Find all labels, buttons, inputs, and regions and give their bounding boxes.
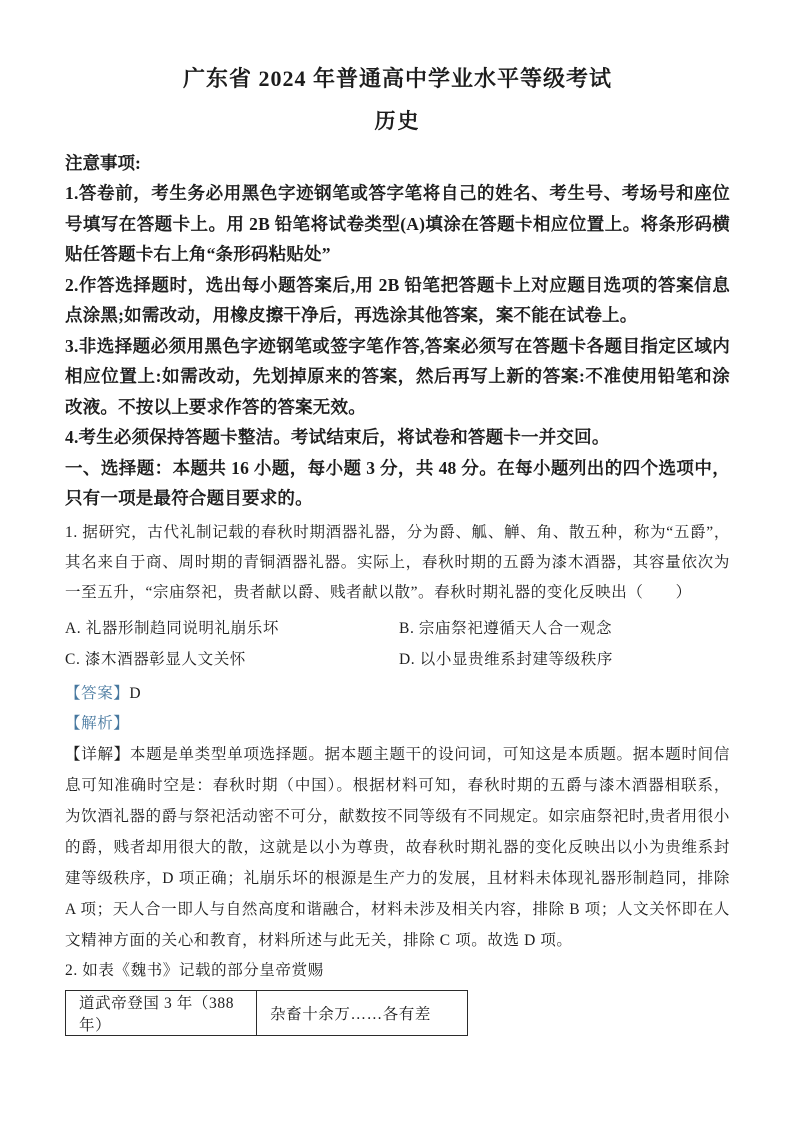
answer-label: 【答案】 (65, 684, 130, 702)
table-cell-era: 道武帝登国 3 年（388 年） (66, 990, 257, 1035)
analysis-label: 【解析】 (65, 714, 130, 732)
notice-item-4: 4.考生必须保持答题卡整洁。考试结束后，将试卷和答题卡一并交回。 (65, 427, 610, 447)
question-1-options (65, 613, 730, 675)
analysis-line (65, 709, 730, 739)
option-b: B. 宗庙祭祀遵循天人合一观念 (399, 619, 613, 637)
question-1-stem: 1. 据研究，古代礼制记载的春秋时期酒器礼器，分为爵、觚、觯、角、散五种，称为“五爵”，其名来自于商、周时期的青铜酒器礼器。实际上，春秋时期的五爵为漆木酒器，其容量依次为一至五升，“宗庙祭祀，贵者献以爵、贱者献以散”。春秋时期礼器的变化反映出（ ） (65, 523, 730, 601)
notice-heading: 注意事项: (65, 153, 141, 173)
weishu-reward-table (65, 990, 468, 1036)
option-c: C. 漆木酒器彰显人文关怀 (65, 650, 246, 668)
table-cell-reward: 杂畜十余万……各有差 (257, 990, 468, 1035)
option-d: D. 以小显贵维系封建等级秩序 (399, 650, 613, 668)
page-title: 广东省 2024 年普通高中学业水平等级考试 (182, 66, 612, 91)
notice-item-2: 2.作答选择题时，选出每小题答案后,用 2B 铅笔把答题卡上对应题目选项的答案信息点涂黑;如需改动，用橡皮擦干净后，再选涂其他答案，案不能在试卷上。 (65, 274, 730, 325)
detail-label: 【详解】 (65, 745, 130, 763)
table-row (66, 990, 468, 1035)
notice-item-3: 3.非选择题必须用黑色字迹钢笔或签字笔作答,答案必须写在答题卡各题目指定区域内相应位置上:如需改动，先划掉原来的答案，然后再写上新的答案:不准使用铅笔和涂改液。不按以上要求作答的答案无效。 (65, 335, 730, 417)
option-a: A. 礼器形制趋同说明礼崩乐坏 (65, 619, 279, 637)
subject-title: 历史 (374, 109, 421, 133)
detail-explanation (65, 739, 730, 956)
question-2-stem: 2. 如表《魏书》记载的部分皇帝赏赐 (65, 961, 324, 979)
answer-value: D (129, 684, 142, 702)
detail-text: 本题是单类型单项选择题。据本题主题干的设问词，可知这是本质题。据本题时间信息可知准确时空是：春秋时期（中国）。根据材料可知，春秋时期的五爵与漆木酒器相联系，为饮酒礼器的爵与祭祀活动密不可分，献数按不同等级有不同规定。如宗庙祭祀时,贵者用很小的爵，贱者却用很大的散，这就是以小为尊贵，故春秋时期礼器的变化反映出以小为贵维系封建等级秩序，D 项正确；礼崩乐坏的根源是生产力的发展，且材料未体现礼器形制趋同，排除 A 项；天人合一即人与自然高度和谐融合，材料未涉及相关内容，排除 B 项；人文关怀即在人文精神方面的关心和教育，材料所述与此无关，排除 C 项。故选 D 项。 (65, 745, 730, 949)
notice-item-1: 1.答卷前，考生务必用黑色字迹钢笔或答字笔将自己的姓名、考生号、考场号和座位号填写在答题卡上。用 2B 铅笔将试卷类型(A)填涂在答题卡相应位置上。将条形码横贴任答题卡右上角“条形码粘贴处” (65, 183, 730, 264)
answer-line (65, 679, 730, 709)
section-heading-choice: 一、选择题：本题共 16 小题，每小题 3 分，共 48 分。在每小题列出的四个选项中，只有一项是最符合题目要求的。 (65, 457, 730, 508)
